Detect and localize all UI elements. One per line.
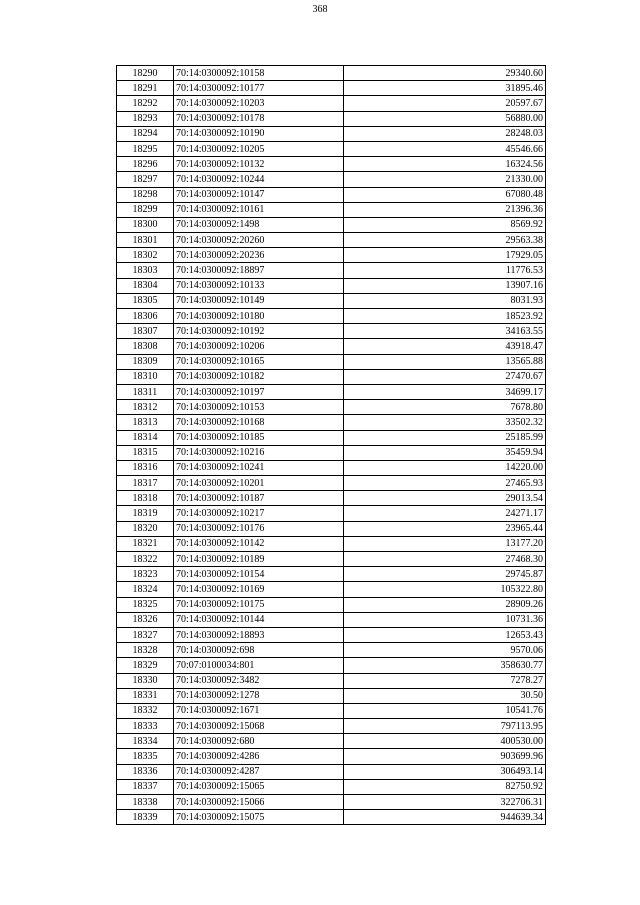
table-row [117,233,546,248]
table-row [117,111,546,126]
cadastral-number-cell: 70:14:0300092:10154 [174,567,344,582]
value-cell: 35459.94 [344,445,546,460]
cadastral-number-cell: 70:14:0300092:15066 [174,795,344,810]
table-row [117,430,546,445]
table-row [117,369,546,384]
row-number-cell: 18311 [117,384,174,399]
cadastral-number-cell: 70:14:0300092:10197 [174,384,344,399]
row-number-cell: 18293 [117,111,174,126]
value-cell: 16324.56 [344,157,546,172]
value-cell: 17929.05 [344,248,546,263]
table-row [117,141,546,156]
row-number-cell: 18332 [117,703,174,718]
cadastral-number-cell: 70:14:0300092:10185 [174,430,344,445]
table-row [117,157,546,172]
cadastral-number-cell: 70:14:0300092:1278 [174,688,344,703]
value-cell: 322706.31 [344,795,546,810]
row-number-cell: 18326 [117,612,174,627]
table-row [117,734,546,749]
cadastral-number-cell: 70:14:0300092:15065 [174,779,344,794]
row-number-cell: 18337 [117,779,174,794]
cadastral-number-cell: 70:14:0300092:10132 [174,157,344,172]
row-number-cell: 18324 [117,582,174,597]
value-cell: 28909.26 [344,597,546,612]
row-number-cell: 18295 [117,141,174,156]
table-row [117,719,546,734]
row-number-cell: 18298 [117,187,174,202]
value-cell: 43918.47 [344,339,546,354]
value-cell: 11776.53 [344,263,546,278]
cadastral-number-cell: 70:14:0300092:10192 [174,324,344,339]
table-row [117,324,546,339]
row-number-cell: 18292 [117,96,174,111]
cadastral-number-cell: 70:14:0300092:10175 [174,597,344,612]
table-row [117,187,546,202]
table-row [117,384,546,399]
cadastral-number-cell: 70:14:0300092:10147 [174,187,344,202]
row-number-cell: 18313 [117,415,174,430]
page-number: 368 [312,4,328,15]
row-number-cell: 18301 [117,233,174,248]
table-row [117,582,546,597]
value-cell: 34163.55 [344,324,546,339]
row-number-cell: 18291 [117,81,174,96]
value-cell: 8031.93 [344,293,546,308]
cadastral-number-cell: 70:14:0300092:10187 [174,491,344,506]
table-row [117,460,546,475]
table-row [117,597,546,612]
value-cell: 24271.17 [344,506,546,521]
value-cell: 400530.00 [344,734,546,749]
row-number-cell: 18297 [117,172,174,187]
table-row [117,567,546,582]
cadastral-number-cell: 70:14:0300092:4287 [174,764,344,779]
table-body [117,66,546,825]
row-number-cell: 18335 [117,749,174,764]
table-row [117,172,546,187]
row-number-cell: 18300 [117,217,174,232]
table-row [117,612,546,627]
value-cell: 13907.16 [344,278,546,293]
row-number-cell: 18320 [117,521,174,536]
table-row [117,688,546,703]
row-number-cell: 18305 [117,293,174,308]
table-row [117,703,546,718]
table-row [117,627,546,642]
row-number-cell: 18328 [117,643,174,658]
table-row [117,795,546,810]
value-cell: 21330.00 [344,172,546,187]
value-cell: 12653.43 [344,627,546,642]
cadastral-number-cell: 70:14:0300092:10168 [174,415,344,430]
table-row [117,415,546,430]
table-row [117,354,546,369]
cadastral-number-cell: 70:14:0300092:680 [174,734,344,749]
row-number-cell: 18321 [117,536,174,551]
value-cell: 18523.92 [344,309,546,324]
value-cell: 25185.99 [344,430,546,445]
row-number-cell: 18303 [117,263,174,278]
table-row [117,764,546,779]
value-cell: 29563.38 [344,233,546,248]
row-number-cell: 18325 [117,597,174,612]
row-number-cell: 18330 [117,673,174,688]
table-row [117,339,546,354]
value-cell: 29340.60 [344,66,546,81]
cadastral-number-cell: 70:14:0300092:10241 [174,460,344,475]
table-row [117,278,546,293]
value-cell: 797113.95 [344,719,546,734]
cadastral-number-cell: 70:14:0300092:10217 [174,506,344,521]
value-cell: 67080.48 [344,187,546,202]
cadastral-number-cell: 70:14:0300092:10206 [174,339,344,354]
table-row [117,521,546,536]
cadastral-number-cell: 70:14:0300092:10165 [174,354,344,369]
value-cell: 903699.96 [344,749,546,764]
value-cell: 7678.80 [344,400,546,415]
table-row [117,96,546,111]
cadastral-number-cell: 70:14:0300092:10205 [174,141,344,156]
table-row [117,400,546,415]
row-number-cell: 18322 [117,552,174,567]
cadastral-number-cell: 70:14:0300092:1671 [174,703,344,718]
cadastral-number-cell: 70:14:0300092:10216 [174,445,344,460]
cadastral-number-cell: 70:14:0300092:15068 [174,719,344,734]
cadastral-number-cell: 70:14:0300092:1498 [174,217,344,232]
value-cell: 28248.03 [344,126,546,141]
table-row [117,263,546,278]
cadastral-number-cell: 70:14:0300092:10203 [174,96,344,111]
cadastral-number-cell: 70:14:0300092:10177 [174,81,344,96]
value-cell: 45546.66 [344,141,546,156]
row-number-cell: 18290 [117,66,174,81]
cadastral-number-cell: 70:14:0300092:10176 [174,521,344,536]
table-row [117,309,546,324]
row-number-cell: 18317 [117,476,174,491]
value-cell: 13177.20 [344,536,546,551]
cadastral-number-cell: 70:14:0300092:10182 [174,369,344,384]
table-row [117,248,546,263]
value-cell: 30.50 [344,688,546,703]
row-number-cell: 18304 [117,278,174,293]
value-cell: 13565.88 [344,354,546,369]
row-number-cell: 18308 [117,339,174,354]
value-cell: 27465.93 [344,476,546,491]
row-number-cell: 18329 [117,658,174,673]
row-number-cell: 18339 [117,810,174,825]
value-cell: 7278.27 [344,673,546,688]
cadastral-number-cell: 70:14:0300092:10189 [174,552,344,567]
value-cell: 105322.80 [344,582,546,597]
value-cell: 34699.17 [344,384,546,399]
value-cell: 9570.06 [344,643,546,658]
table-row [117,810,546,825]
table-row [117,779,546,794]
table-row [117,506,546,521]
cadastral-number-cell: 70:14:0300092:10178 [174,111,344,126]
table-row [117,126,546,141]
row-number-cell: 18309 [117,354,174,369]
cadastral-number-cell: 70:14:0300092:10133 [174,278,344,293]
table-row [117,476,546,491]
cadastral-number-cell: 70:14:0300092:15075 [174,810,344,825]
cadastral-number-cell: 70:14:0300092:20236 [174,248,344,263]
cadastral-number-cell: 70:07:0100034:801 [174,658,344,673]
cadastral-number-cell: 70:14:0300092:20260 [174,233,344,248]
row-number-cell: 18336 [117,764,174,779]
cadastral-number-cell: 70:14:0300092:10180 [174,309,344,324]
table-row [117,66,546,81]
cadastral-number-cell: 70:14:0300092:18897 [174,263,344,278]
row-number-cell: 18315 [117,445,174,460]
row-number-cell: 18316 [117,460,174,475]
row-number-cell: 18319 [117,506,174,521]
row-number-cell: 18323 [117,567,174,582]
cadastral-number-cell: 70:14:0300092:10142 [174,536,344,551]
value-cell: 27470.67 [344,369,546,384]
value-cell: 31895.46 [344,81,546,96]
value-cell: 27468.30 [344,552,546,567]
cadastral-number-cell: 70:14:0300092:10158 [174,66,344,81]
row-number-cell: 18310 [117,369,174,384]
value-cell: 8569.92 [344,217,546,232]
row-number-cell: 18296 [117,157,174,172]
cadastral-number-cell: 70:14:0300092:10190 [174,126,344,141]
value-cell: 82750.92 [344,779,546,794]
cadastral-number-cell: 70:14:0300092:10169 [174,582,344,597]
cadastral-number-cell: 70:14:0300092:10144 [174,612,344,627]
cadastral-value-table [116,65,546,825]
table-row [117,491,546,506]
row-number-cell: 18294 [117,126,174,141]
table-row [117,536,546,551]
value-cell: 29013.54 [344,491,546,506]
table-row [117,293,546,308]
row-number-cell: 18307 [117,324,174,339]
value-cell: 14220.00 [344,460,546,475]
cadastral-number-cell: 70:14:0300092:18893 [174,627,344,642]
cadastral-number-cell: 70:14:0300092:3482 [174,673,344,688]
cadastral-number-cell: 70:14:0300092:10149 [174,293,344,308]
cadastral-number-cell: 70:14:0300092:10161 [174,202,344,217]
cadastral-number-cell: 70:14:0300092:10201 [174,476,344,491]
value-cell: 10731.36 [344,612,546,627]
value-cell: 33502.32 [344,415,546,430]
row-number-cell: 18338 [117,795,174,810]
cadastral-number-cell: 70:14:0300092:10244 [174,172,344,187]
row-number-cell: 18306 [117,309,174,324]
table-row [117,202,546,217]
cadastral-number-cell: 70:14:0300092:10153 [174,400,344,415]
value-cell: 358630.77 [344,658,546,673]
row-number-cell: 18327 [117,627,174,642]
cadastral-number-cell: 70:14:0300092:698 [174,643,344,658]
table-row [117,643,546,658]
table-row [117,81,546,96]
value-cell: 20597.67 [344,96,546,111]
value-cell: 21396.36 [344,202,546,217]
table-row [117,673,546,688]
row-number-cell: 18333 [117,719,174,734]
table-row [117,658,546,673]
value-cell: 23965.44 [344,521,546,536]
row-number-cell: 18312 [117,400,174,415]
table-row [117,552,546,567]
cadastral-number-cell: 70:14:0300092:4286 [174,749,344,764]
value-cell: 56880.00 [344,111,546,126]
value-cell: 10541.76 [344,703,546,718]
table-row [117,749,546,764]
row-number-cell: 18302 [117,248,174,263]
value-cell: 29745.87 [344,567,546,582]
row-number-cell: 18318 [117,491,174,506]
row-number-cell: 18334 [117,734,174,749]
row-number-cell: 18314 [117,430,174,445]
table-row [117,217,546,232]
row-number-cell: 18331 [117,688,174,703]
value-cell: 306493.14 [344,764,546,779]
value-cell: 944639.34 [344,810,546,825]
row-number-cell: 18299 [117,202,174,217]
table-row [117,445,546,460]
